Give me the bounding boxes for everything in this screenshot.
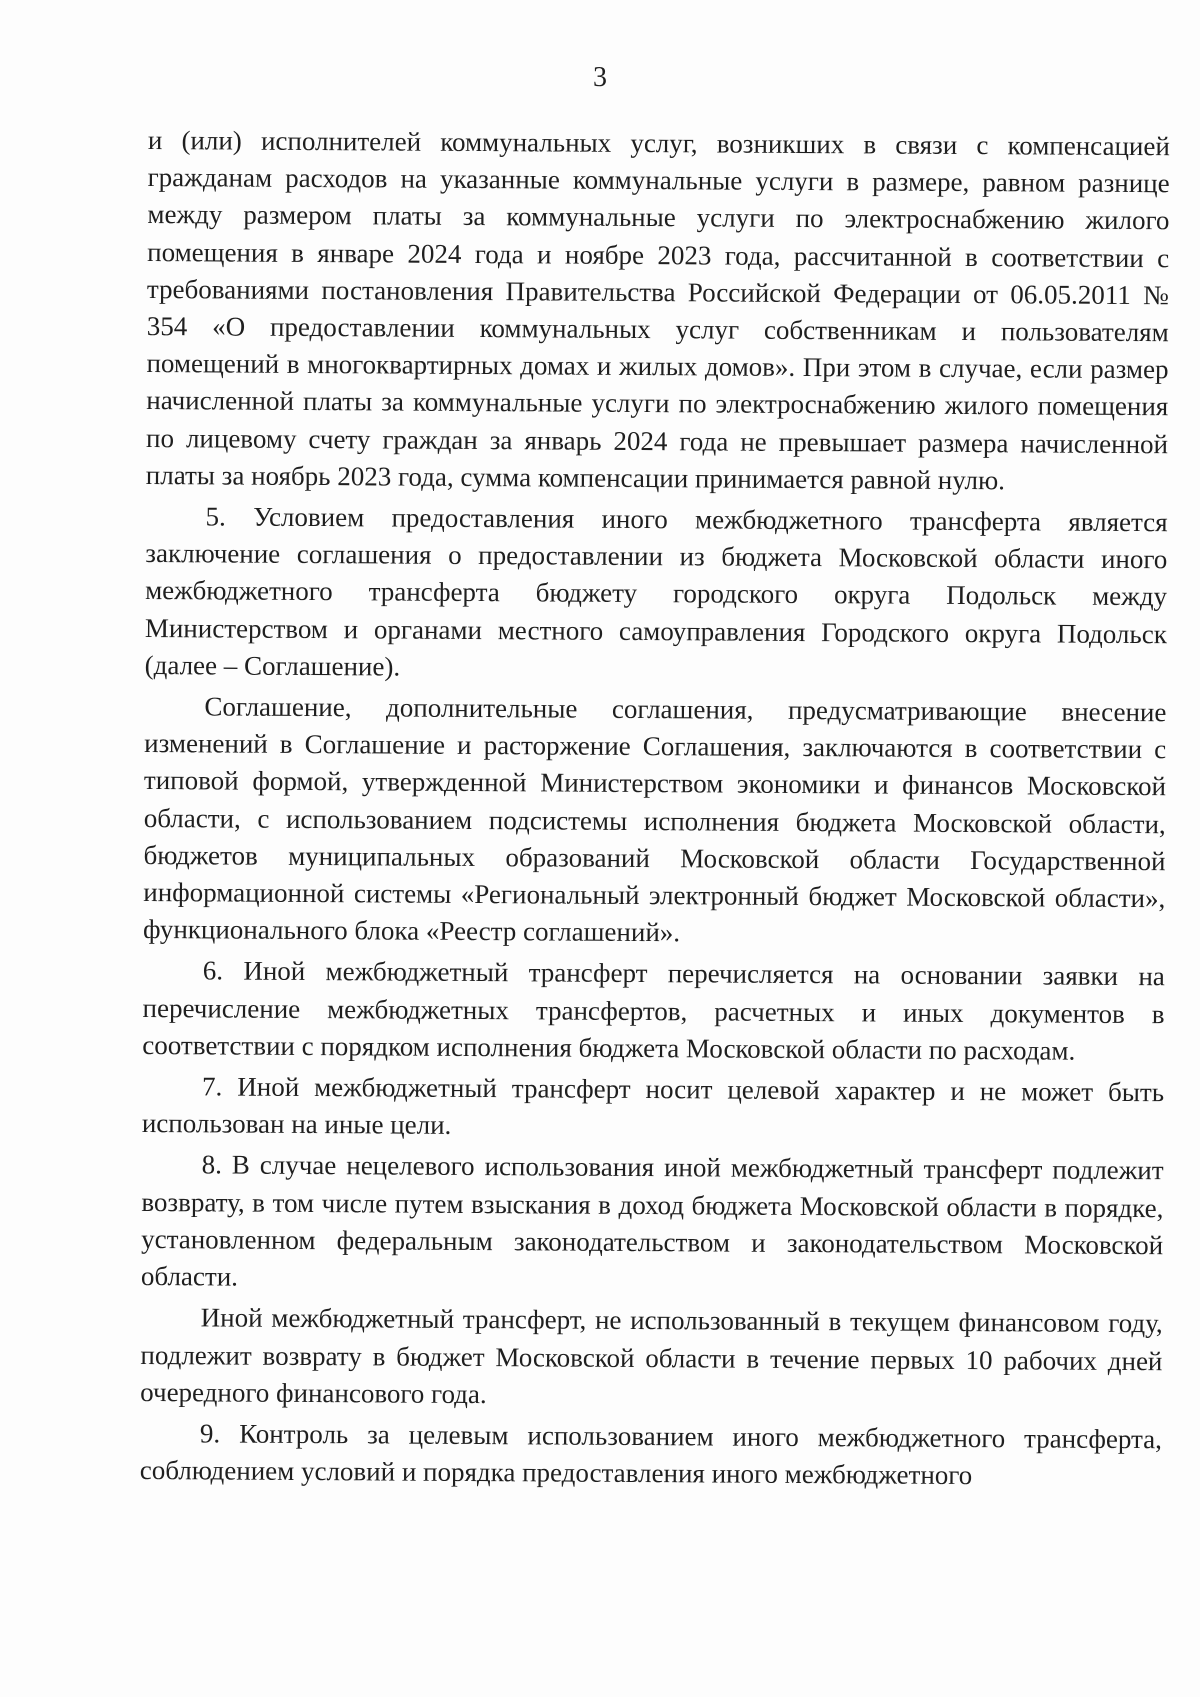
document-body bbox=[140, 122, 1170, 1496]
page-number: 3 bbox=[593, 62, 607, 93]
paragraph-unused-transfer: Иной межбюджетный трансферт, не использованный в текущем финансовом году, подлежит возврату в бюджет Московской области в течение первых 10 рабочих дней очередного финансового года. bbox=[140, 1302, 1163, 1409]
paragraph-item-6: 6. Иной межбюджетный трансферт перечисляется на основании заявки на перечисление межбюджетных трансфертов, расчетных и иных документов в соответствии с порядком исполнения бюджета Московской области по расходам. bbox=[142, 955, 1165, 1066]
paragraph-item-8: 8. В случае нецелевого использования иной межбюджетный трансферт подлежит возврату, в том числе путем взыскания в доход бюджета Московской области в порядке, установленном федеральным законодательством и законодательством Московской области. bbox=[140, 1149, 1164, 1292]
paragraph-item-5: 5. Условием предоставления иного межбюджетного трансферта является заключение соглашения о предоставлении из бюджета Московской области иного межбюджетного трансферта бюджету городского округа Подольск между Министерством и органами местного самоуправления Городского округа Подольск (далее – Соглашение). bbox=[144, 501, 1168, 682]
paragraph-continuation: и (или) исполнителей коммунальных услуг, возникших в связи с компенсацией гражданам расходов на указанные коммунальные услуги в размере, равном разнице между размером платы за коммунальные услуги по электроснабжению жилого помещения в январе 2024 года и ноябре 2023 года, рассчитанной в соответствии с требованиями постановления Правительства Российской Федерации от 06.05.2011 № 354 «О предоставлении коммунальных услуг собственникам и пользователям помещений в многоквартирных домах и жилых домов». При этом в случае, если размер начисленной платы за коммунальные услуги по электроснабжению жилого помещения по лицевому счету граждан за январь 2024 года не превышает размера начисленной платы за ноябрь 2023 года, сумма компенсации принимается равной нулю. bbox=[145, 124, 1170, 496]
paragraph-item-9: 9. Контроль за целевым использованием иного межбюджетного трансферта, соблюдением условий и порядка предоставления иного межбюджетного bbox=[139, 1418, 1163, 1491]
paragraph-agreement: Соглашение, дополнительные соглашения, предусматривающие внесение изменений в Соглашение и расторжение Соглашения, заключаются в соответствии с типовой формой, утвержденной Министерством экономики и финансов Московской области, с использованием подсистемы исполнения бюджета Московской области, бюджетов муниципальных образований Московской области Государственной информационной системы «Региональный электронный бюджет Московской области», функционального блока «Реестр соглашений». bbox=[142, 691, 1167, 948]
paragraph-item-7: 7. Иной межбюджетный трансферт носит целевой характер и не может быть использован на иные цели. bbox=[141, 1071, 1165, 1141]
